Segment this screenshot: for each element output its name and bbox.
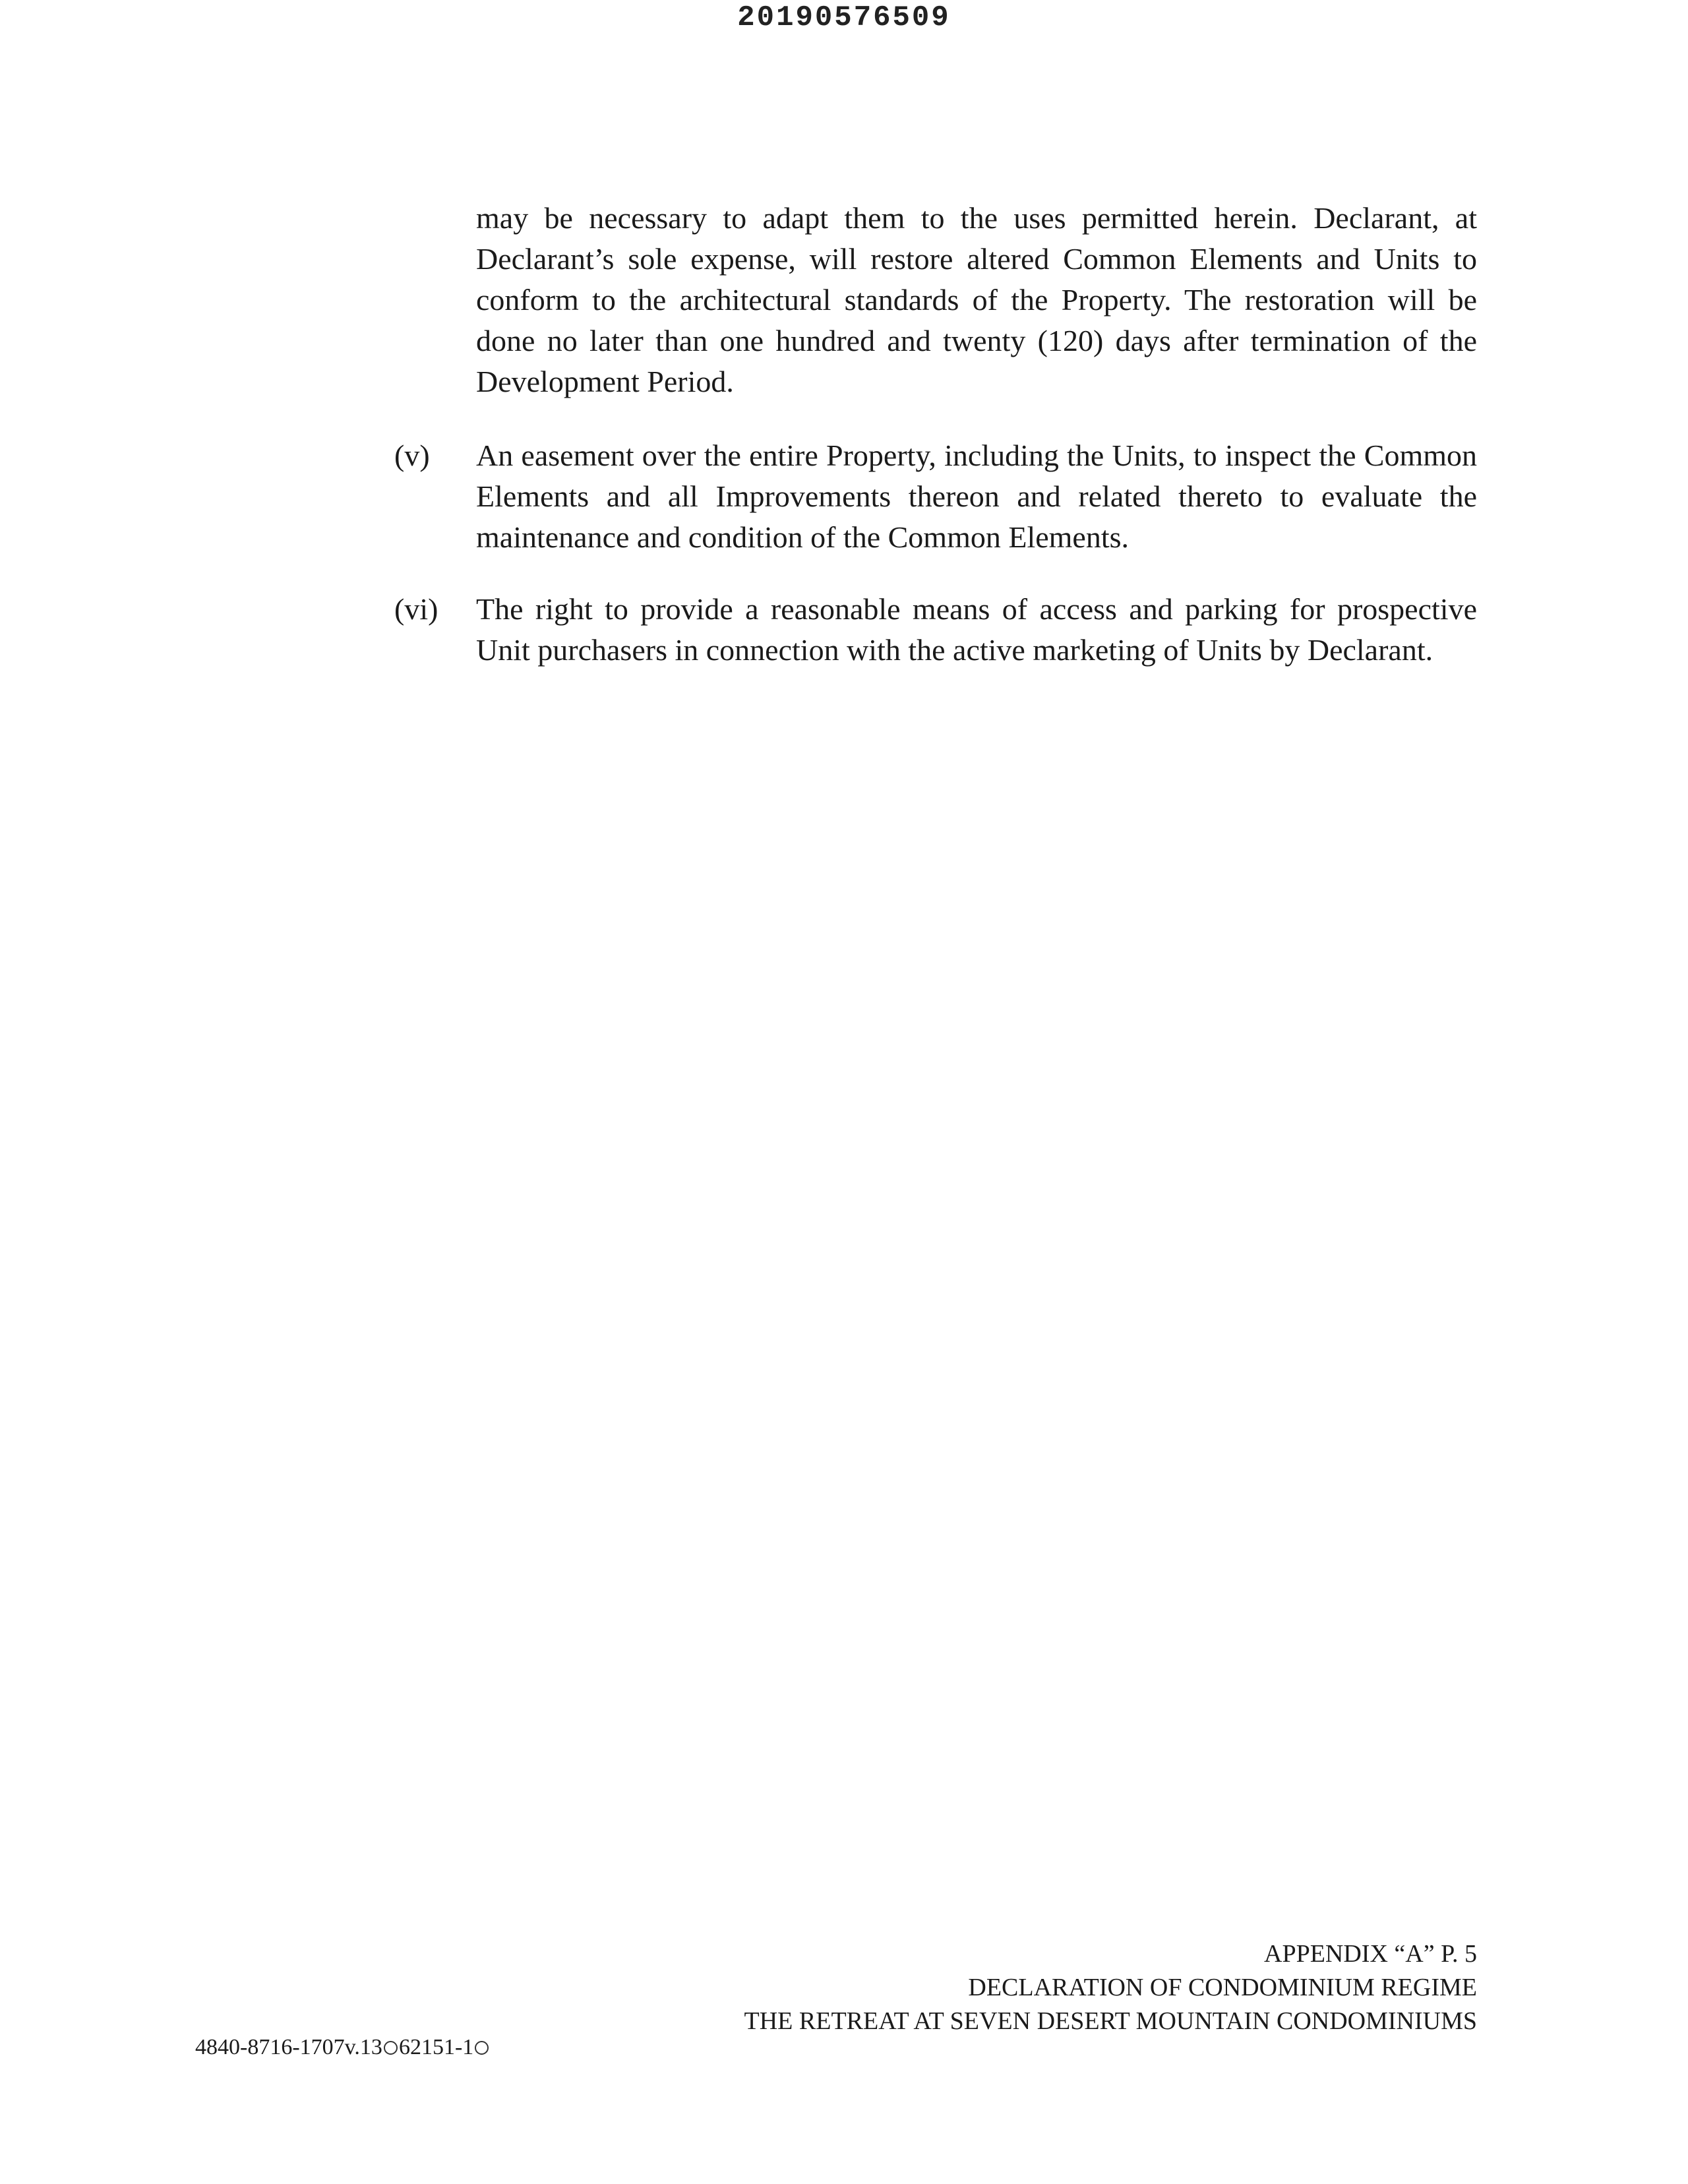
circle-mark-icon [475, 2041, 489, 2055]
item-marker-vi: (vi) [394, 592, 438, 626]
recording-number: 20190576509 [737, 1, 951, 34]
document-id-part2: 62151-1 [398, 2035, 474, 2059]
page-footer [422, 1937, 1477, 2038]
document-id [195, 2034, 490, 2061]
circle-mark-icon [384, 2041, 398, 2055]
footer-declaration-line: DECLARATION OF CONDOMINIUM REGIME [968, 1974, 1477, 2001]
item-marker-v: (v) [394, 439, 430, 472]
continuation-paragraph: may be necessary to adapt them to the uses permitted herein. Declarant, at Declarant’s sole expense, will restore altered Common Elements and Units to conform to the architectural standards of the Property. The restoration will be done no later than one hundred and twenty (120) days after termination of the Development Period. [476, 201, 1477, 398]
footer-project-line: THE RETREAT AT SEVEN DESERT MOUNTAIN CONDOMINIUMS [744, 2007, 1477, 2035]
footer-appendix-line: APPENDIX “A” P. 5 [1264, 1940, 1477, 1968]
item-paragraph-vi: The right to provide a reasonable means of access and parking for prospective Unit purchasers in connection with the active marketing of Units by Declarant. [476, 592, 1477, 667]
document-id-part1: 4840-8716-1707v.13 [195, 2035, 382, 2059]
item-paragraph-v: An easement over the entire Property, including the Units, to inspect the Common Elements and all Improvements thereon and related thereto to evaluate the maintenance and condition of the Common Elements. [476, 439, 1477, 554]
